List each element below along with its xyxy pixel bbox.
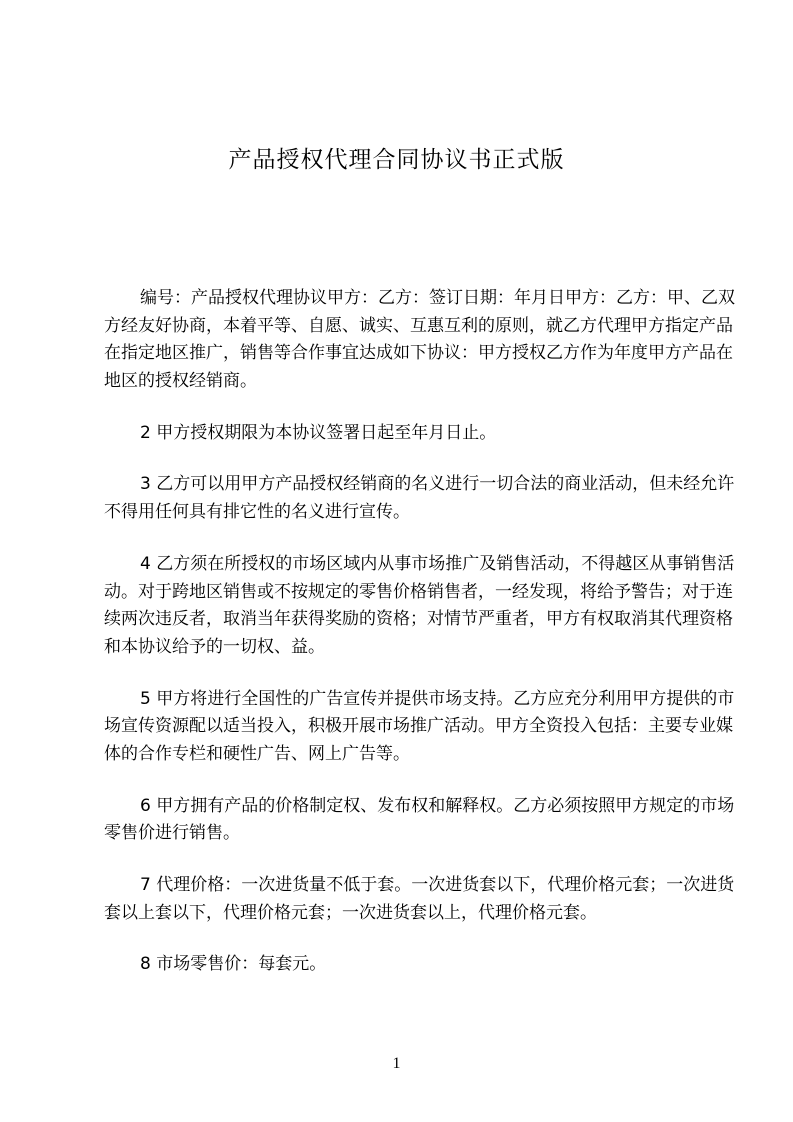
- paragraph-line: 4 乙方须在所授权的市场区域内从事市场推广及销售活动，不得越区从事销售活: [140, 553, 735, 574]
- paragraph-line: 场宣传资源配以适当投入，积极开展市场推广活动。甲方全资投入包括：主要专业媒: [104, 716, 733, 737]
- paragraph-line: 3 乙方可以用甲方产品授权经销商的名义进行一切合法的商业活动，但未经允许: [140, 474, 735, 495]
- paragraph: [104, 471, 735, 526]
- document-title: 产品授权代理合同协议书正式版: [228, 147, 565, 173]
- paragraph-line: 地区的授权经销商。: [104, 371, 257, 392]
- paragraph: [104, 551, 735, 662]
- paragraph: [104, 285, 735, 396]
- document-body: [104, 285, 735, 1003]
- paragraph: [104, 951, 701, 979]
- paragraph-line: 6 甲方拥有产品的价格制定权、发布权和解释权。乙方必须按照甲方规定的市场: [140, 795, 735, 816]
- paragraph-line: 8 市场零售价：每套元。: [140, 954, 327, 975]
- paragraph-line: 零售价进行销售。: [104, 823, 240, 844]
- paragraph-line: 5 甲方将进行全国性的广告宣传并提供市场支持。乙方应充分利用甲方提供的市: [140, 688, 735, 709]
- paragraph-line: 套以上套以下，代理价格元套；一次进货套以上，代理价格元套。: [104, 902, 597, 923]
- paragraph: [104, 686, 735, 769]
- paragraph-line: 方经友好协商，本着平等、自愿、诚实、互惠互利的原则，就乙方代理甲方指定产品: [104, 315, 733, 336]
- paragraph-line: 动。对于跨地区销售或不按规定的零售价格销售者，一经发现，将给予警告；对于连: [104, 581, 733, 602]
- paragraph: [104, 872, 735, 927]
- paragraph-line: 续两次违反者，取消当年获得奖励的资格；对情节严重者，甲方有权取消其代理资格: [104, 609, 733, 630]
- paragraph-line: 7 代理价格：一次进货量不低于套。一次进货套以下，代理价格元套；一次进货: [140, 875, 735, 895]
- paragraph-line: 不得用任何具有排它性的名义进行宣传。: [104, 502, 410, 523]
- page-number: 1: [392, 1055, 401, 1072]
- paragraph-line: 2 甲方授权期限为本协议签署日起至年月日止。: [140, 422, 497, 443]
- paragraph-line: 编号：产品授权代理协议甲方：乙方：签订日期：年月日甲方：乙方：甲、乙双: [140, 288, 735, 308]
- paragraph-line: 和本协议给予的一切权、益。: [104, 636, 325, 657]
- paragraph-line: 体的合作专栏和硬性广告、网上广告等。: [104, 743, 410, 764]
- paragraph: [104, 793, 735, 848]
- paragraph: [104, 420, 701, 448]
- paragraph-line: 在指定地区推广，销售等合作事宜达成如下协议：甲方授权乙方作为年度甲方产品在: [104, 343, 733, 364]
